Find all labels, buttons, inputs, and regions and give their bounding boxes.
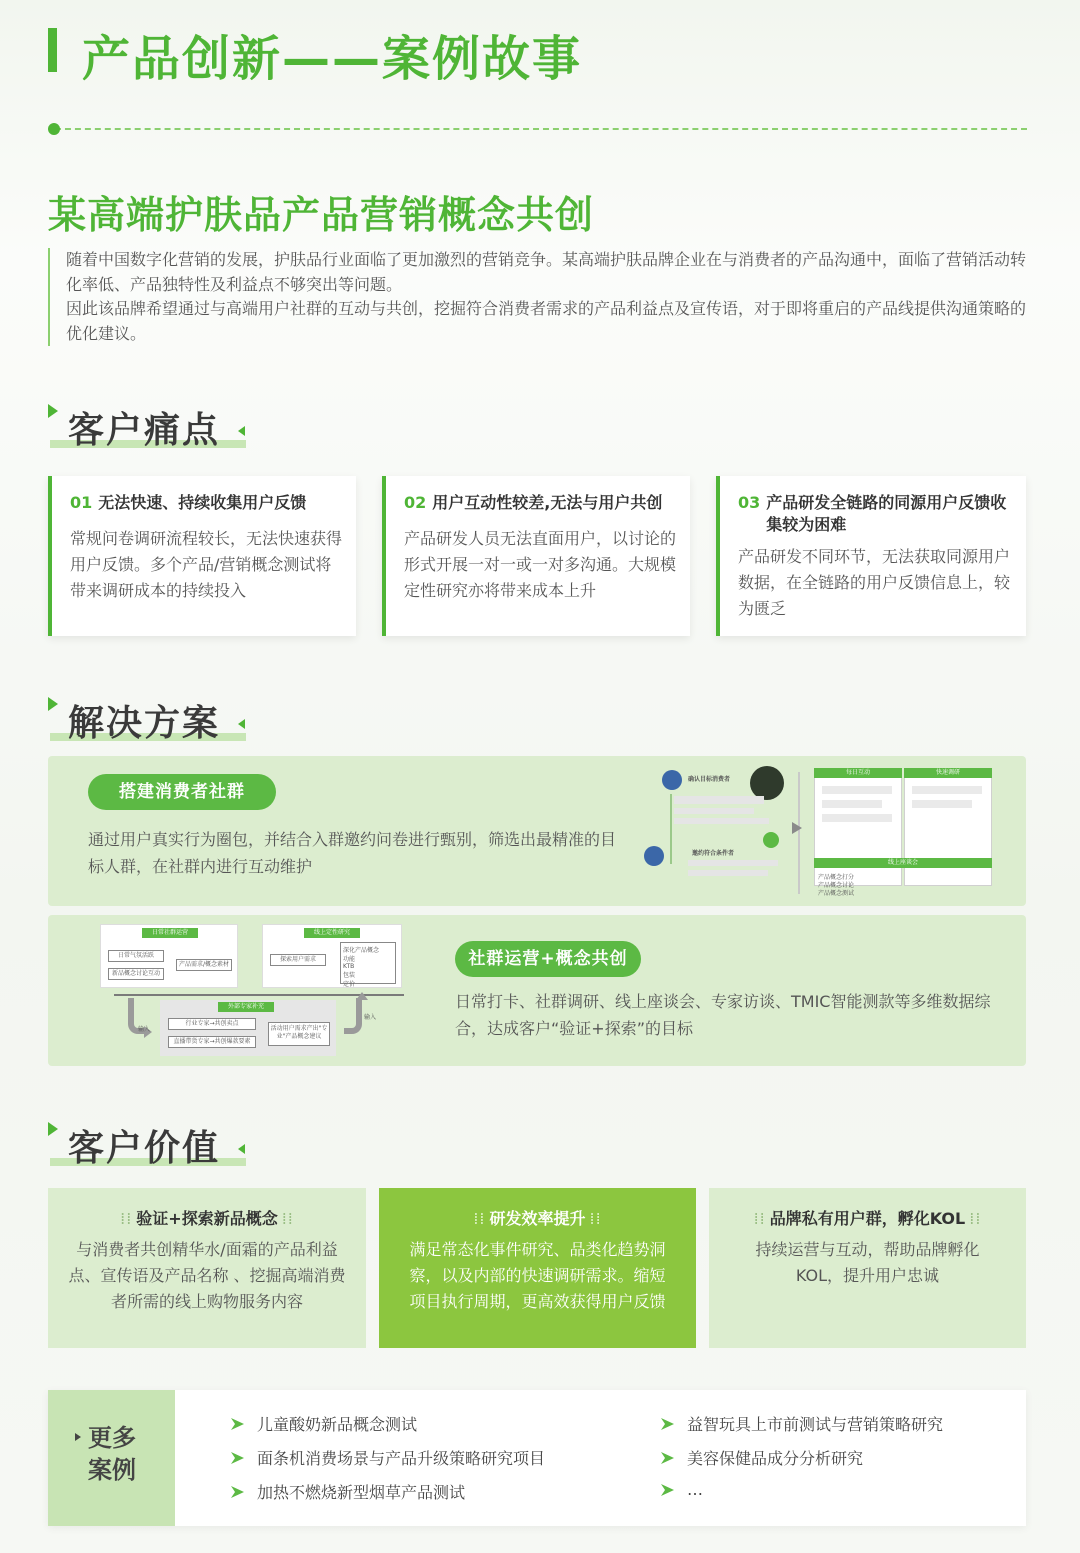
value-title: 验证+探索新品概念 (136, 1209, 278, 1228)
case-intro (48, 248, 1038, 346)
diagram-label: 确认目标消费者 (688, 776, 731, 783)
solution-body: 日常打卡、社群调研、线上座谈会、专家访谈、TMIC智能测款等多维数据综合，达成客户“验证+探索”的目标 (455, 992, 991, 1038)
case-item-label: 面条机消费场景与产品升级策略研究项目 (257, 1449, 546, 1468)
value-card-1: ⁞⁞ 验证+探索新品概念 ⁞⁞ 与消费者共创精华水/面霜的产品利益点、宣传语及产品名称 、挖掘高端消费者所需的线上购物服务内容 (48, 1188, 366, 1348)
divider-dot (48, 123, 60, 135)
diagram-label: 快速调研 (904, 768, 992, 778)
pain-body: 常规问卷调研流程较长，无法快速获得用户反馈。多个产品/营销概念测试将带来调研成本的持续投入 (70, 529, 343, 600)
section-heading-solution (48, 695, 248, 747)
diagram-label: 产品概念打分 (818, 874, 855, 881)
section-heading-pain (48, 402, 248, 454)
chevron-right-icon (230, 1485, 245, 1499)
section-heading-value (48, 1120, 248, 1172)
diagram-box: 行业专家→共创卖点 (168, 1018, 256, 1030)
diagram-concept-box (340, 942, 396, 988)
case-item[interactable] (230, 1446, 545, 1469)
diagram-box: 新品概念讨论互动 (108, 968, 164, 980)
section-heading-text: 客户痛点 (68, 410, 221, 451)
case-item[interactable] (660, 1412, 943, 1435)
value-body: 满足常态化事件研究、品类化趋势洞察，以及内部的快速调研需求。缩短项目执行周期，更高效获得用户反馈 (409, 1240, 666, 1311)
diagram-box: 日常气氛活跃 (108, 950, 164, 962)
pain-number: 02 (404, 493, 427, 512)
diagram-list-item: KTB (343, 963, 355, 970)
chevron-right-icon (230, 1417, 245, 1431)
case-item[interactable] (230, 1480, 465, 1503)
pain-title: 无法快速、持续收集用户反馈 (98, 493, 307, 512)
solution-pill: 搭建消费者社群 (88, 774, 276, 810)
case-item-label: 美容保健品成分分析研究 (687, 1449, 864, 1468)
diagram-group-label: 线上定性研究 (304, 928, 360, 938)
community-flow-diagram (640, 766, 1020, 898)
operation-flow-diagram (98, 922, 408, 1058)
divider (55, 128, 1027, 130)
diagram-group-label: 外部专家补充 (218, 1002, 274, 1012)
value-card-3: ⁞⁞ 品牌私有用户群，孵化KOL ⁞⁞ 持续运营与互动，帮助品牌孵化KOL，提升用户忠诚 (709, 1188, 1026, 1348)
chat-icon (644, 846, 664, 866)
value-body: 持续运营与互动，帮助品牌孵化KOL，提升用户忠诚 (755, 1240, 980, 1285)
diagram-list-item: 包装 (343, 972, 356, 979)
case-item-label: 益智玩具上市前测试与营销策略研究 (687, 1415, 944, 1434)
intro-paragraph: 因此该品牌希望通过与高端用户社群的互动与共创，挖掘符合消费者需求的产品利益点及宣传语，对于即将重启的产品线提供沟通策略的优化建议。 (66, 299, 1027, 343)
solution-body: 通过用户真实行为圈包，并结合入群邀约问卷进行甄别，筛选出最精准的目标人群，在社群内进行互动维护 (88, 830, 617, 876)
arrow-up-icon (356, 992, 368, 1000)
diagram-box: 探索用户需求 (270, 954, 326, 966)
diagram-box: 深化产品概念 (343, 947, 380, 954)
arrow-right-icon (792, 822, 802, 834)
chevron-right-icon (230, 1451, 245, 1465)
diagram-box: 产品需求/概念素材 (176, 959, 232, 971)
diagram-label: 线上座谈会 (814, 858, 992, 868)
value-card-2: ⁞⁞ 研发效率提升 ⁞⁞ 满足常态化事件研究、品类化趋势洞察，以及内部的快速调研需求。缩短项目执行周期，更高效获得用户反馈 (379, 1188, 696, 1348)
pain-card-2 (382, 476, 690, 636)
diagram-group-label: 日常社群运营 (142, 928, 198, 938)
intro-paragraph: 随着中国数字化营销的发展，护肤品行业面临了更加激烈的营销竞争。某高端护肤品牌企业在与消费者的产品沟通中，面临了营销活动转化率低、产品独特性及利益点不够突出等问题。 (66, 250, 1027, 294)
chevron-right-icon (660, 1483, 675, 1497)
more-cases-text: 更多案例 (88, 1424, 136, 1484)
pain-body: 产品研发不同环节，无法获取同源用户数据，在全链路的用户反馈信息上，较为匮乏 (738, 547, 1011, 618)
page-title: 产品创新——案例故事 (82, 31, 583, 87)
pain-title: 用户互动性较差,无法与用户共创 (432, 493, 663, 512)
case-item[interactable] (230, 1412, 417, 1435)
solution-pill: 社群运营+概念共创 (455, 941, 641, 977)
case-item-label: … (687, 1480, 703, 1499)
value-title: 研发效率提升 (489, 1209, 586, 1228)
section-heading-text: 客户价值 (68, 1128, 221, 1169)
diagram-label: 邀约符合条件者 (692, 850, 735, 857)
pain-card-3 (716, 476, 1026, 636)
group-photo-icon (750, 766, 784, 800)
pain-number: 03 (738, 493, 761, 512)
chevron-right-icon (660, 1451, 675, 1465)
case-item-label: 加热不燃烧新型烟草产品测试 (257, 1483, 466, 1502)
diagram-box: 直播带货专家→共创爆款要素 (168, 1036, 256, 1048)
diagram-list-item: 功能 (343, 956, 356, 963)
diagram-label: 产品概念测试 (818, 890, 855, 897)
diagram-list-item: 定价 (343, 981, 356, 988)
person-icon (763, 832, 779, 848)
pain-card-1 (48, 476, 356, 636)
case-item[interactable] (660, 1480, 703, 1499)
chevron-right-icon (660, 1417, 675, 1431)
pain-body: 产品研发人员无法直面用户，以讨论的形式开展一对一或一对多沟通。大规模定性研究亦将带来成本上升 (404, 529, 677, 600)
value-title: 品牌私有用户群，孵化KOL (769, 1209, 966, 1228)
diagram-box: 活动用户需求产出"专业"产品概念建议 (268, 1022, 330, 1046)
case-item[interactable] (660, 1446, 863, 1469)
user-icon (662, 770, 682, 790)
case-item-label: 儿童酸奶新品概念测试 (257, 1415, 418, 1434)
diagram-label: 产品概念讨论 (818, 882, 855, 889)
case-title: 某高端护肤品产品营销概念共创 (48, 193, 595, 237)
diagram-flow-label: 输入 (138, 1026, 151, 1033)
value-body: 与消费者共创精华水/面霜的产品利益点、宣传语及产品名称 、挖掘高端消费者所需的线上购物服务内容 (68, 1240, 346, 1311)
diagram-label: 每日互动 (814, 768, 902, 778)
section-heading-text: 解决方案 (68, 703, 221, 744)
pain-number: 01 (70, 493, 93, 512)
caret-right-icon (75, 1433, 81, 1441)
diagram-flow-label: 输入 (364, 1014, 377, 1021)
pain-title: 产品研发全链路的同源用户反馈收集较为困难 (766, 493, 1007, 534)
title-accent-bar (48, 28, 57, 72)
more-cases-label (48, 1390, 175, 1526)
